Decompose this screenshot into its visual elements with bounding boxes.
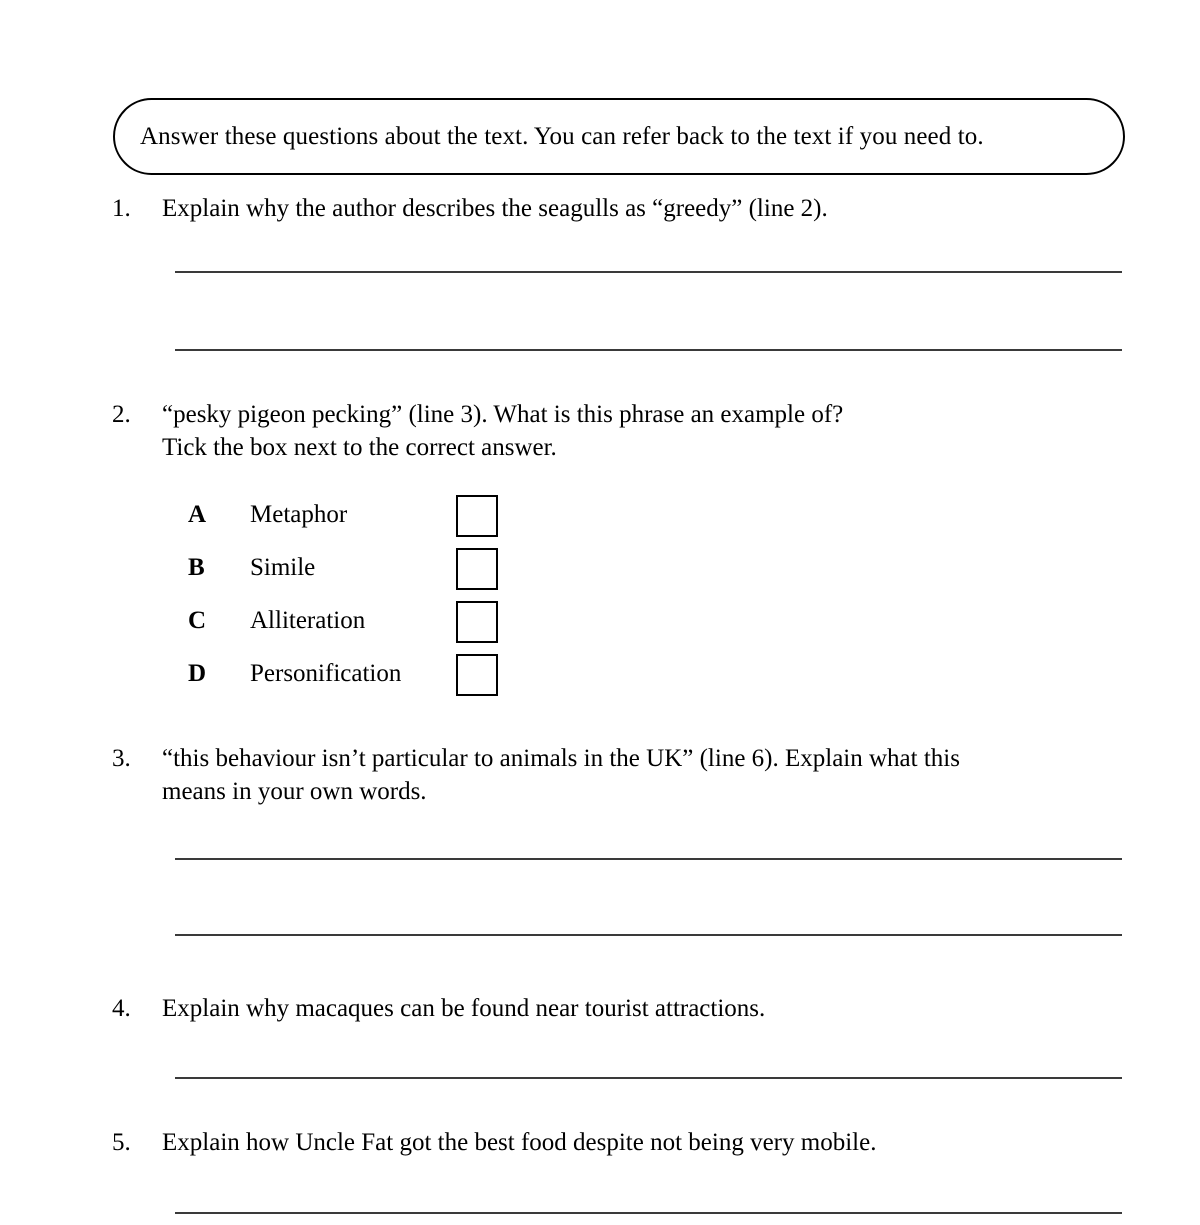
question-4-number: 4. (112, 995, 131, 1022)
question-4 (112, 992, 1142, 1025)
question-1 (112, 192, 1142, 225)
option-checkbox-c[interactable] (456, 601, 498, 643)
option-label-b: Simile (250, 554, 316, 581)
question-2-number: 2. (112, 401, 131, 428)
option-label-a: Metaphor (250, 501, 348, 528)
question-3-answer-line-2[interactable] (175, 934, 1122, 936)
question-1-number: 1. (112, 195, 131, 222)
question-3-text-line-2: means in your own words. (162, 778, 427, 805)
question-5-answer-line-1[interactable] (175, 1212, 1122, 1214)
question-1-answer-line-1[interactable] (175, 271, 1122, 273)
option-letter-d: D (188, 660, 207, 687)
instruction-text: Answer these questions about the text. You can refer back to the text if you need to. (140, 122, 984, 150)
question-2-text: “pesky pigeon pecking” (line 3). What is this phrase an example of? (162, 401, 844, 428)
question-4-answer-line-1[interactable] (175, 1077, 1122, 1079)
option-letter-a: A (188, 501, 207, 528)
question-3 (112, 742, 1142, 808)
question-5-number: 5. (112, 1129, 131, 1156)
option-letter-c: C (188, 607, 207, 634)
option-letter-b: B (188, 554, 205, 581)
option-checkbox-d[interactable] (456, 654, 498, 696)
question-1-text: Explain why the author describes the seagulls as “greedy” (line 2). (162, 195, 828, 222)
question-3-answer-line-1[interactable] (175, 858, 1122, 860)
option-checkbox-b[interactable] (456, 548, 498, 590)
question-1-answer-line-2[interactable] (175, 349, 1122, 351)
question-3-text: “this behaviour isn’t particular to animals in the UK” (line 6). Explain what this (162, 745, 960, 772)
option-label-d: Personification (250, 660, 402, 687)
question-3-number: 3. (112, 745, 131, 772)
question-4-text: Explain why macaques can be found near tourist attractions. (162, 995, 766, 1022)
instruction-banner (113, 98, 1125, 175)
question-5-text: Explain how Uncle Fat got the best food despite not being very mobile. (162, 1129, 877, 1156)
question-2 (112, 398, 1142, 464)
question-5 (112, 1126, 1142, 1159)
question-2-text-line-2: Tick the box next to the correct answer. (162, 434, 557, 461)
option-checkbox-a[interactable] (456, 495, 498, 537)
option-label-c: Alliteration (250, 607, 366, 634)
